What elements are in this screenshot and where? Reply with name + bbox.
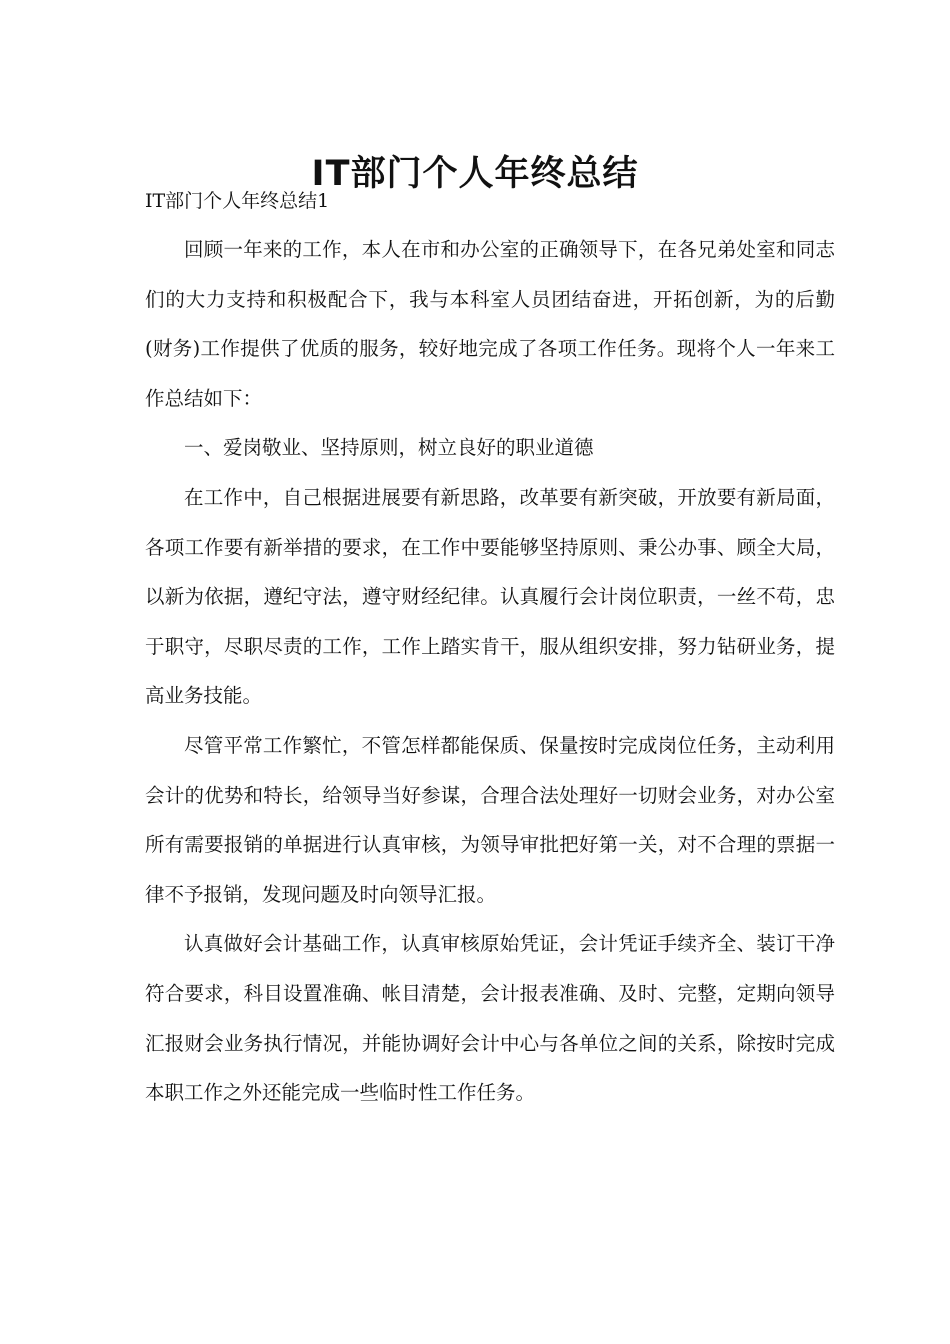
paragraph-task-completion: 尽管平常工作繁忙，不管怎样都能保质、保量按时完成岗位任务，主动利用会计的优势和特长，给领导当好参谋，合理合法处理好一切财会业务，对办公室所有需要报销的单据进行认真审核，为领导审批把好第一关，对不合理的票据一律不予报销，发现问题及时向领导汇报。 [145, 733, 835, 906]
paragraph-accounting-basics: 认真做好会计基础工作，认真审核原始凭证，会计凭证手续齐全、装订干净符合要求，科目设置准确、帐目清楚，会计报表准确、及时、完整，定期向领导汇报财会业务执行情况，并能协调好会计中心与各单位之间的关系，除按时完成本职工作之外还能完成一些临时性工作任务。 [145, 932, 835, 1105]
paragraph-intro: 回顾一年来的工作，本人在市和办公室的正确领导下，在各兄弟处室和同志们的大力支持和积极配合下，我与本科室人员团结奋进，开拓创新，为的后勤(财务)工作提供了优质的服务，较好地完成了各项工作任务。现将个人一年来工作总结如下： [145, 238, 835, 410]
section-heading-1: 一、爱岗敬业、坚持原则，树立良好的职业道德 [184, 436, 594, 460]
paragraph-work-principles: 在工作中，自己根据进展要有新思路，改革要有新突破，开放要有新局面，各项工作要有新举措的要求，在工作中要能够坚持原则、秉公办事、顾全大局，以新为依据，遵纪守法，遵守财经纪律。认真履行会计岗位职责，一丝不苟，忠于职守，尽职尽责的工作，工作上踏实肯干，服从组织安排，努力钻研业务，提高业务技能。 [145, 485, 835, 708]
section-subtitle: IT部门个人年终总结1 [145, 190, 330, 212]
document-title: IT部门个人年终总结 [311, 154, 639, 195]
document-body [145, 225, 835, 1118]
